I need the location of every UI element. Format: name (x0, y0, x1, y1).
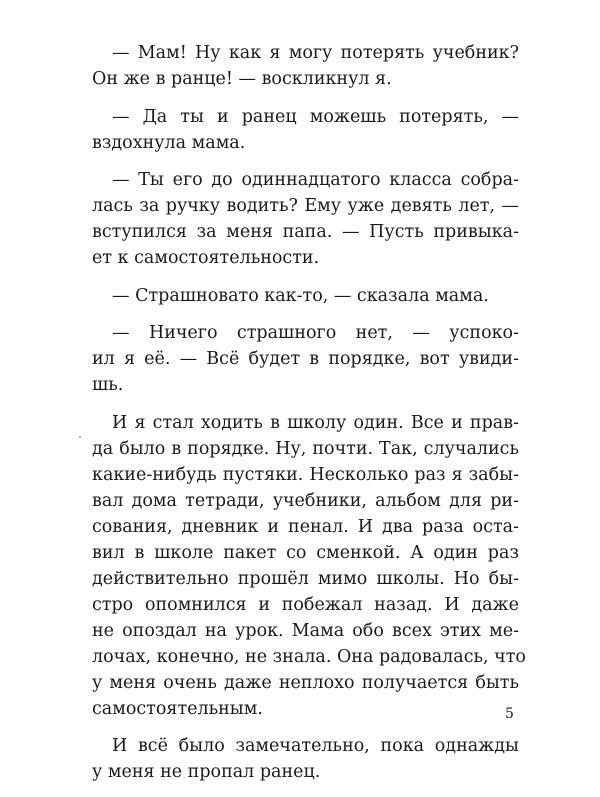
text-line: вал дома тетради, учебники, альбом для ри- (92, 490, 519, 511)
text-line: лась за ручку водить? Ему уже девять лет, — (92, 196, 519, 216)
text-line: вступился за меня папа. — Пусть привыка- (92, 222, 519, 242)
text-line: лочах, конечно, не знала. Она радовалась, что (92, 646, 526, 667)
paragraph (92, 104, 519, 156)
text-line: И я стал ходить в школу один. Все и прав- (112, 412, 519, 433)
text-line: ил я её. — Всё будет в порядке, вот увиди- (92, 349, 519, 369)
text-line: — Страшновато как-то, — сказала мама. (112, 285, 489, 306)
text-line: вил в школе пакет со сменкой. А один раз (92, 542, 519, 563)
text-line: да было в порядке. Ну, почти. Так, случались (92, 438, 519, 459)
text-line: — Ничего страшного нет, — успоко- (112, 323, 519, 343)
text-line: у меня не пропал ранец. (92, 762, 321, 782)
text-line: стро опомнился и побежал назад. И даже (92, 594, 519, 615)
paragraph (92, 283, 519, 309)
text-line: И всё было замечательно, пока однажды (112, 736, 519, 756)
text-line: не опоздал на урок. Мама обо всех этих ме- (92, 620, 519, 641)
paragraph (92, 320, 519, 398)
text-line: какие-нибудь пустяки. Несколько раз я забы- (92, 464, 519, 485)
paragraph (92, 40, 519, 92)
margin-mark (79, 436, 81, 438)
story-text (92, 40, 526, 797)
text-line: ет к самостоятельности. (92, 248, 320, 268)
text-line: действительно прошёл мимо школы. Но бы- (92, 568, 519, 589)
text-line: — Мам! Ну как я могу потерять учебник? (112, 43, 519, 63)
paragraph (92, 733, 519, 785)
text-line: Он же в ранце! — воскликнул я. (92, 69, 392, 89)
text-line: сования, дневник и пенал. И два раза оста- (92, 516, 519, 537)
text-line: вздохнула мама. (92, 132, 246, 153)
paragraph (92, 410, 526, 722)
text-line: — Да ты и ранец можешь потерять, — (112, 106, 519, 127)
text-line: шь. (92, 375, 124, 395)
page-number: 5 (505, 706, 514, 722)
text-line: — Ты его до одиннадцатого класса собра- (112, 170, 519, 190)
text-line: у меня очень даже неплохо получается быть (92, 672, 519, 693)
text-line: самостоятельным. (92, 698, 263, 719)
paragraph (92, 167, 519, 271)
